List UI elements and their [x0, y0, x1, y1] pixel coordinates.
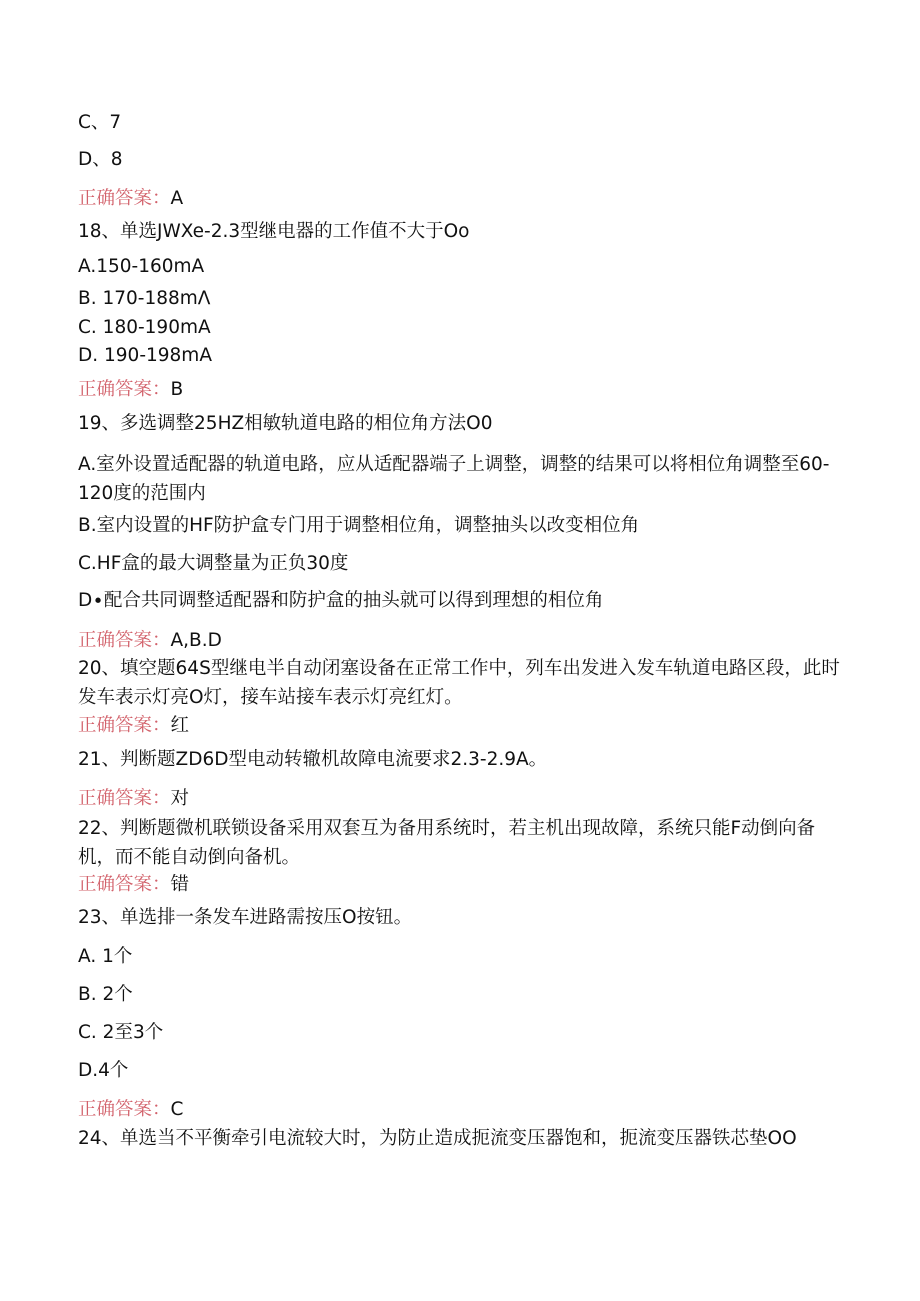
answer-value: 错: [170, 874, 190, 895]
answer-label: 正确答案：: [78, 874, 171, 895]
option-line: C、7: [78, 112, 122, 133]
question-line: 24、单选当不平衡牵引电流较大时，为防止造成扼流变压器饱和，扼流变压器铁芯垫OO: [78, 1128, 797, 1149]
question-line: 20、填空题64S型继电半自动闭塞设备在正常工作中，列车出发进入发车轨道电路区段，此时发车表示灯亮O灯，接车站接车表示灯亮红灯。: [78, 658, 840, 708]
answer-value: 对: [170, 788, 190, 809]
answer-line: [78, 627, 840, 655]
option-line: D.4个: [78, 1060, 129, 1081]
answer-label: 正确答案：: [78, 788, 171, 809]
answer-line: [78, 785, 840, 813]
option-line: C.HF盒的最大调整量为正负30度: [78, 553, 349, 574]
option-line: A.150-160mA: [78, 256, 205, 277]
answer-line: [78, 376, 840, 404]
option-line: A. 1个: [78, 946, 133, 967]
answer-label: 正确答案：: [78, 715, 171, 736]
option-line: D. 190-198mA: [78, 345, 212, 366]
answer-value: B: [170, 379, 184, 400]
option-line: B. 2个: [78, 984, 133, 1005]
option-line: D∙配合共同调整适配器和防护盒的抽头就可以得到理想的相位角: [78, 590, 604, 611]
answer-line: [78, 712, 840, 740]
option-line: D、8: [78, 149, 123, 170]
question-line: 18、单选JWXe-2.3型继电器的工作值不大于Oo: [78, 221, 470, 242]
answer-value: A,B.D: [170, 630, 222, 651]
question-line: 21、判断题ZD6D型电动转辙机故障电流要求2.3-2.9A。: [78, 749, 548, 770]
answer-line: [78, 185, 840, 213]
option-line: B.室内设置的HF防护盒专门用于调整相位角，调整抽头以改变相位角: [78, 515, 640, 536]
answer-label: 正确答案：: [78, 188, 171, 209]
answer-value: 红: [170, 715, 190, 736]
question-line: 19、多选调整25HZ相敏轨道电路的相位角方法O0: [78, 413, 493, 434]
answer-label: 正确答案：: [78, 1099, 171, 1120]
option-line: A.室外设置适配器的轨道电路，应从适配器端子上调整，调整的结果可以将相位角调整至60-120度的范围内: [78, 454, 830, 504]
option-line: B. 170-188mΛ: [78, 288, 211, 309]
answer-line: [78, 1096, 840, 1124]
question-line: 22、判断题微机联锁设备采用双套互为备用系统时，若主机出现故障，系统只能F动倒向备机，而不能自动倒向备机。: [78, 818, 816, 868]
question-line: 23、单选排一条发车进路需按压O按钮。: [78, 907, 413, 928]
answer-value: C: [170, 1099, 184, 1120]
answer-label: 正确答案：: [78, 379, 171, 400]
answer-line: [78, 871, 840, 899]
option-line: C. 2至3个: [78, 1022, 164, 1043]
option-line: C. 180-190mA: [78, 317, 211, 338]
answer-label: 正确答案：: [78, 630, 171, 651]
answer-value: A: [170, 188, 184, 209]
